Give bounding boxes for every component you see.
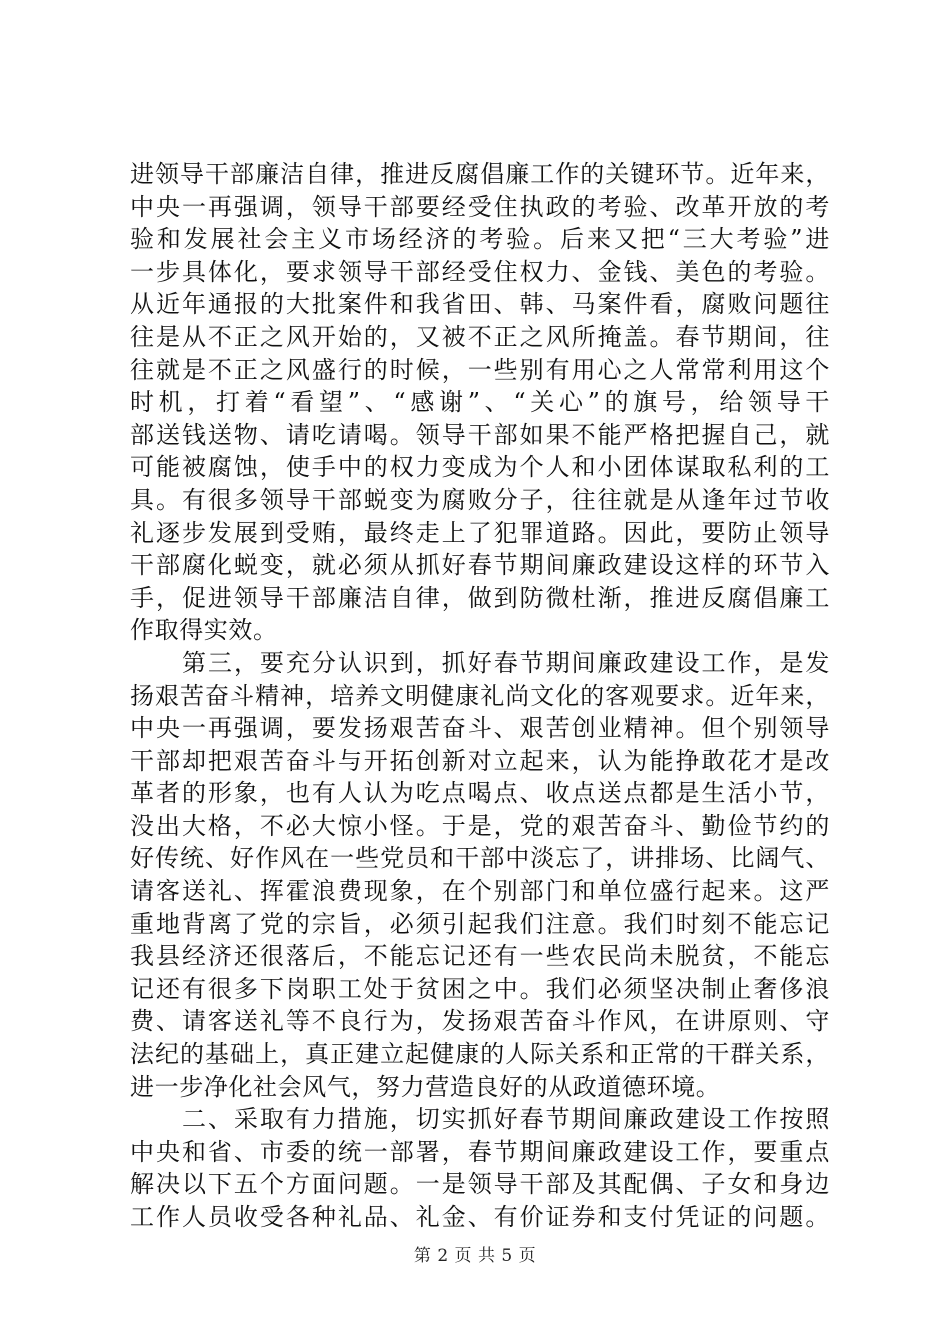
- text-line: 进一步净化社会风气，努力营造良好的从政道德环境。: [130, 1072, 721, 1101]
- body-text: [130, 158, 830, 1234]
- text-line: 解决以下五个方面问题。一是领导干部及其配偶、子女和身边: [130, 1170, 830, 1199]
- text-line: 验和发展社会主义市场经济的考验。后来又把“三大考验”进: [130, 225, 830, 254]
- text-line: 一步具体化，要求领导干部经受住权力、金钱、美色的考验。: [130, 257, 830, 286]
- text-line: 往是从不正之风开始的，又被不正之风所掩盖。春节期间，往: [130, 322, 830, 351]
- text-line: 干部腐化蜕变，就必须从抓好春节期间廉政建设这样的环节入: [130, 551, 830, 580]
- text-line: 我县经济还很落后，不能忘记还有一些农民尚未脱贫，不能忘: [130, 942, 830, 971]
- text-line: 工作人员收受各种礼品、礼金、有价证券和支付凭证的问题。: [130, 1203, 830, 1231]
- text-line: 革者的形象，也有人认为吃点喝点、收点送点都是生活小节，: [130, 779, 830, 808]
- page-footer: 第 2 页 共 5 页: [413, 1246, 537, 1266]
- text-line: 礼逐步发展到受贿，最终走上了犯罪道路。因此，要防止领导: [130, 518, 830, 547]
- text-line: 部送钱送物、请吃请喝。领导干部如果不能严格把握自己，就: [130, 420, 830, 449]
- text-line: 重地背离了党的宗旨，必须引起我们注意。我们时刻不能忘记: [130, 909, 830, 938]
- text-line: 中央和省、市委的统一部署，春节期间廉政建设工作，要重点: [130, 1137, 830, 1166]
- text-line: 中央一再强调，要发扬艰苦奋斗、艰苦创业精神。但个别领导: [130, 714, 830, 743]
- text-line: 作取得实效。: [130, 616, 278, 645]
- text-line: 进领导干部廉洁自律，推进反腐倡廉工作的关键环节。近年来，: [130, 160, 830, 188]
- text-line: 请客送礼、挥霍浪费现象，在个别部门和单位盛行起来。这严: [130, 877, 830, 906]
- text-line: 可能被腐蚀，使手中的权力变成为个人和小团体谋取私利的工: [130, 453, 830, 482]
- text-line: 费、请客送礼等不良行为，发扬艰苦奋斗作风，在讲原则、守: [130, 1007, 830, 1036]
- text-line: 二、采取有力措施，切实抓好春节期间廉政建设工作按照: [182, 1105, 830, 1134]
- text-line: 法纪的基础上，真正建立起健康的人际关系和正常的干群关系，: [130, 1040, 830, 1069]
- text-line: 记还有很多下岗职工处于贫困之中。我们必须坚决制止奢侈浪: [130, 974, 830, 1003]
- text-line: 往就是不正之风盛行的时候，一些别有用心之人常常利用这个: [130, 355, 830, 384]
- text-line: 好传统、好作风在一些党员和干部中淡忘了，讲排场、比阔气、: [130, 844, 830, 873]
- text-line: 手，促进领导干部廉洁自律，做到防微杜渐，推进反腐倡廉工: [130, 583, 830, 612]
- text-line: 扬艰苦奋斗精神，培养文明健康礼尚文化的客观要求。近年来，: [130, 681, 830, 710]
- text-line: 时机，打着“看望”、“感谢”、“关心”的旗号，给领导干: [130, 388, 830, 417]
- text-line: 没出大格，不必大惊小怪。于是，党的艰苦奋斗、勤俭节约的: [130, 811, 830, 840]
- text-line: 干部却把艰苦奋斗与开拓创新对立起来，认为能挣敢花才是改: [130, 746, 830, 775]
- text-line: 中央一再强调，领导干部要经受住执政的考验、改革开放的考: [130, 192, 830, 221]
- text-line: 具。有很多领导干部蜕变为腐败分子，往往就是从逢年过节收: [130, 485, 830, 514]
- text-line: 从近年通报的大批案件和我省田、韩、马案件看，腐败问题往: [130, 290, 830, 319]
- text-line: 第三，要充分认识到，抓好春节期间廉政建设工作，是发: [182, 648, 830, 677]
